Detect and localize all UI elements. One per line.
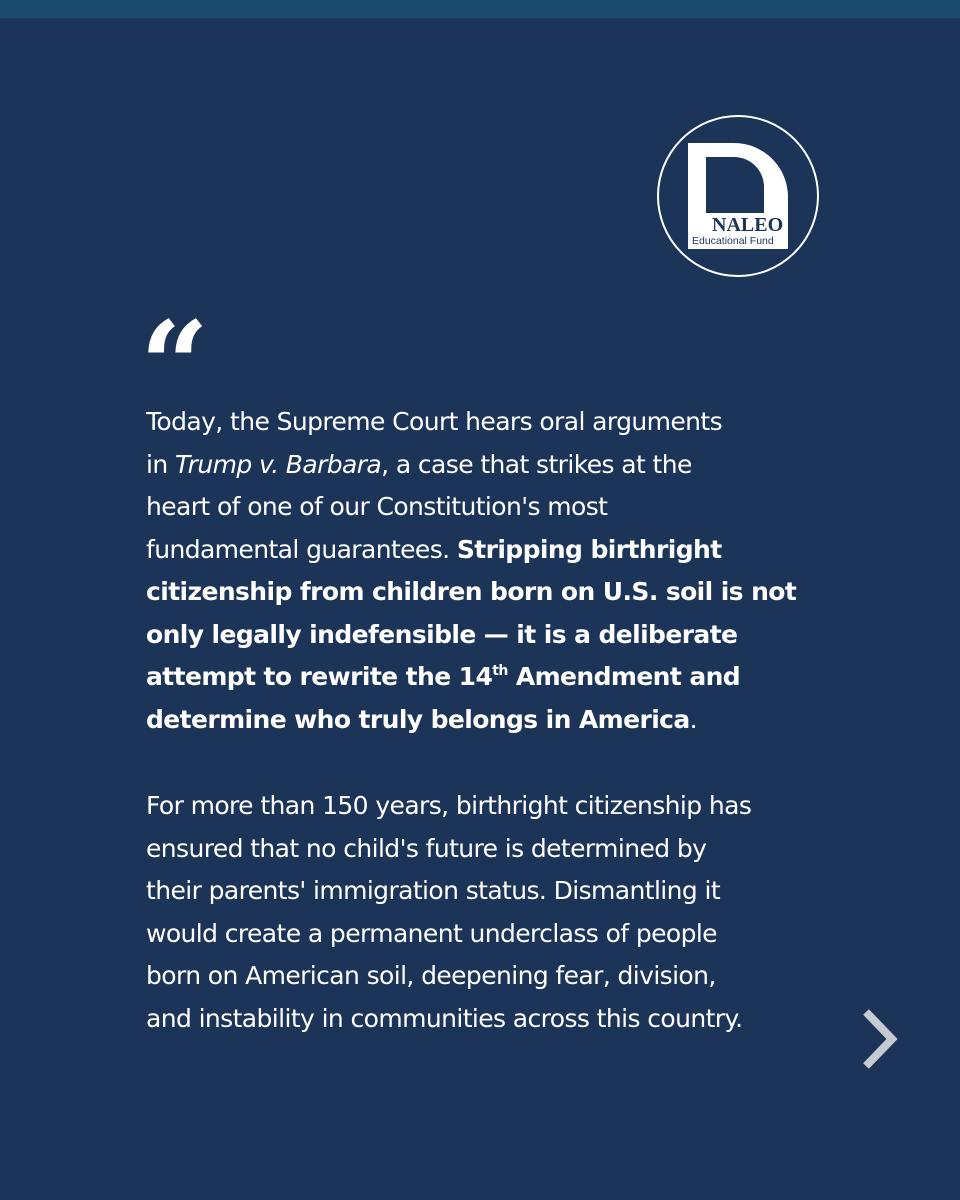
paragraph-2 [146, 785, 846, 1040]
ordinal-suffix: th [492, 663, 508, 679]
case-name: Trump v. Barbara [174, 449, 382, 479]
para1-line-2-start: in [146, 449, 175, 479]
para1-line-6: only legally indefensible — it is a deliberate [146, 619, 738, 649]
para2-line-1: For more than 150 years, birthright citizenship has [146, 791, 752, 820]
para2-line-6: and instability in communities across this country. [146, 1003, 743, 1033]
para1-line-3: heart of one of our Constitution's most [146, 492, 608, 521]
logo-subtitle: Educational Fund [692, 235, 774, 247]
para1-line-5: citizenship from children born on U.S. soil is not [146, 577, 797, 606]
para2-line-5: born on American soil, deepening fear, division, [146, 961, 716, 990]
para1-line-1: Today, the Supreme Court hears oral arguments [146, 407, 723, 436]
para1-line-2 [146, 444, 846, 487]
naleo-logo [657, 115, 819, 277]
para1-line-4 [146, 529, 846, 572]
para1-line-2-end: , a case that strikes at the [381, 449, 692, 479]
para1-line-4-bold: Stripping birthright [456, 534, 722, 564]
top-bar [0, 0, 960, 18]
para1-line-8 [146, 699, 846, 742]
para1-line-7-end: Amendment and [507, 662, 741, 691]
logo-hole [706, 157, 764, 213]
logo-stem [688, 143, 702, 221]
chevron-right-icon [858, 1008, 898, 1070]
para2-line-4: would create a permanent underclass of people [146, 918, 717, 948]
paragraph-1 [146, 401, 846, 741]
para1-line-7 [146, 656, 846, 699]
para1-line-8-bold: determine who truly belongs in America [146, 704, 690, 734]
para1-line-4-start: fundamental guarantees. [146, 534, 457, 564]
para2-line-3: their parents' immigration status. Dismantling it [146, 876, 721, 905]
para1-line-7-start: attempt to rewrite the 14 [146, 662, 493, 691]
para2-line-2: ensured that no child's future is determined by [146, 833, 707, 863]
logo-name: NALEO [712, 214, 784, 236]
next-slide-button[interactable] [858, 1008, 898, 1070]
quote-mark-icon: “ [140, 295, 210, 436]
logo-mark [688, 143, 788, 249]
para1-line-8-end: . [689, 704, 698, 734]
